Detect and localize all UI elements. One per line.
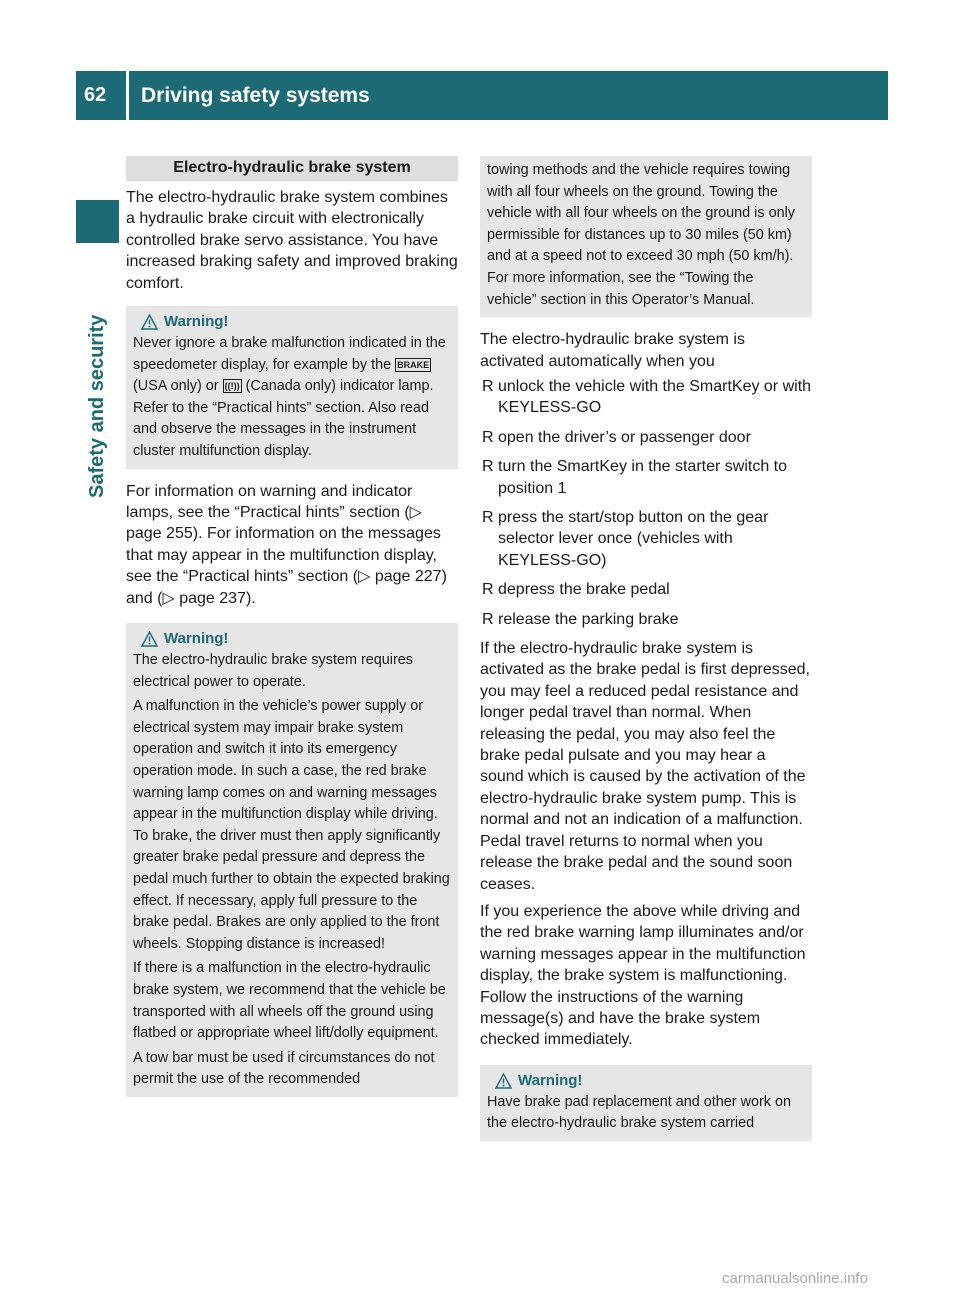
- left-column: [126, 156, 458, 1109]
- warning-triangle-icon: [141, 631, 158, 647]
- bullet-icon: R: [482, 428, 494, 446]
- warning-paragraph: A malfunction in the vehicle’s power supply or electrical system may impair brake system operation and switch it into its emergency operation mode. In such a case, the red brake warning lamp comes on and warning messages appear in the multifunction display while driving. To brake, the driver must then apply significantly greater brake pedal pressure and depress the pedal much further to obtain the expected braking effect. If necessary, apply full pressure to the brake pedal. Brakes are only applied to the front wheels. Stopping distance is increased!: [133, 698, 450, 952]
- warning-triangle-icon: [495, 1073, 512, 1089]
- bullet-icon: R: [482, 610, 494, 628]
- side-chapter-label: Safety and security: [86, 314, 108, 498]
- bullet-icon: R: [482, 458, 494, 476]
- brake-lamp-icon: BRAKE: [397, 359, 430, 370]
- activation-intro: The electro-hydraulic brake system is activated automatically when you: [480, 331, 745, 370]
- warning-box-power-supply: [126, 623, 458, 1097]
- bullet-icon: R: [482, 581, 494, 599]
- warning-text: Never ignore a brake malfunction indicated in the speedometer display, for example by the BRAKE (USA only) or ((!)) (Canada only) indicator lamp. Refer to the “Practical hints” section. Also read and observe the messages in the instrument cluster multifunction display.: [133, 335, 446, 459]
- list-item: R press the start/stop button on the gear selector lever once (vehicles with KEYLESS-GO): [482, 509, 769, 569]
- list-item: R turn the SmartKey in the starter switch to position 1: [482, 458, 788, 497]
- warning-paragraph: towing methods and the vehicle requires towing with all four wheels on the ground. Towing the vehicle with all four wheels on the ground is only permissible for distances up to 30 miles (50 km) and at a speed not to exceed 30 mph (50 km/h). For more information, see the “Towing the vehicle” section in this Operator’s Manual.: [487, 162, 795, 308]
- warning-paragraph: A tow bar must be used if circumstances do not permit the use of the recommended: [133, 1049, 435, 1088]
- warning-title: Warning!: [487, 1070, 805, 1092]
- warning-box-brake-malfunction: [126, 306, 458, 469]
- malfunction-paragraph: If you experience the above while driving and the red brake warning lamp illuminates and/or warning messages appear in the multifunction display, the brake system is malfunctioning. Follow the instructions of the warning message(s) and have the brake system checked immediately.: [480, 902, 806, 1049]
- activation-list: [480, 376, 812, 630]
- list-item: R depress the brake pedal: [480, 579, 812, 600]
- header-divider: [126, 71, 129, 120]
- warning-title: Warning!: [133, 628, 451, 650]
- info-paragraph: For information on warning and indicator lamps, see the “Practical hints” section (▷ page 255). For information on the messages that may appear in the multifunction display, see the “Practical hints” section (▷ page 227) and (▷ page 237).: [126, 482, 447, 607]
- list-item: R open the driver’s or passenger door: [480, 427, 812, 448]
- subsection-heading: Electro-hydraulic brake system: [126, 156, 458, 181]
- warning-box-continued: [480, 156, 812, 317]
- bullet-icon: R: [482, 509, 494, 526]
- list-item: R unlock the vehicle with the SmartKey or with KEYLESS-GO: [482, 377, 812, 417]
- warning-paragraph: The electro-hydraulic brake system requires electrical power to operate.: [133, 652, 413, 690]
- warning-box-brake-pad: [480, 1065, 812, 1141]
- warning-triangle-icon: [141, 314, 158, 330]
- right-column: [480, 156, 812, 1153]
- bullet-icon: R: [482, 377, 494, 395]
- warning-paragraph: If there is a malfunction in the electro-hydraulic brake system, we recommend that the vehicle be transported with all wheels off the ground using flatbed or appropriate wheel lift/dolly equipment.: [133, 960, 446, 1042]
- canada-brake-lamp-icon: ((!)): [224, 381, 240, 392]
- warning-text: Have brake pad replacement and other work on the electro-hydraulic brake system carried: [487, 1093, 791, 1132]
- section-title: Driving safety systems: [141, 84, 370, 107]
- first-press-paragraph: If the electro-hydraulic brake system is activated as the brake pedal is first depressed, you may feel a reduced pedal resistance and longer pedal travel than normal. When releasing the pedal, you may also feel the brake pedal pulsate and you may hear a sound which is caused by the activation of the electro-hydraulic brake system pump. This is normal and not an indication of a malfunction. Pedal travel returns to normal when you release the brake pedal and the sound soon ceases.: [480, 640, 810, 893]
- watermark: carmanualsonline.info: [722, 1270, 868, 1287]
- intro-paragraph: The electro-hydraulic brake system combines a hydraulic brake circuit with electronically controlled brake servo assistance. You have increased braking safety and improved braking comfort.: [126, 189, 458, 292]
- list-item: R release the parking brake: [480, 609, 812, 630]
- warning-title: Warning!: [133, 311, 451, 333]
- side-tab-marker: [76, 200, 119, 243]
- page-number: 62: [84, 84, 107, 106]
